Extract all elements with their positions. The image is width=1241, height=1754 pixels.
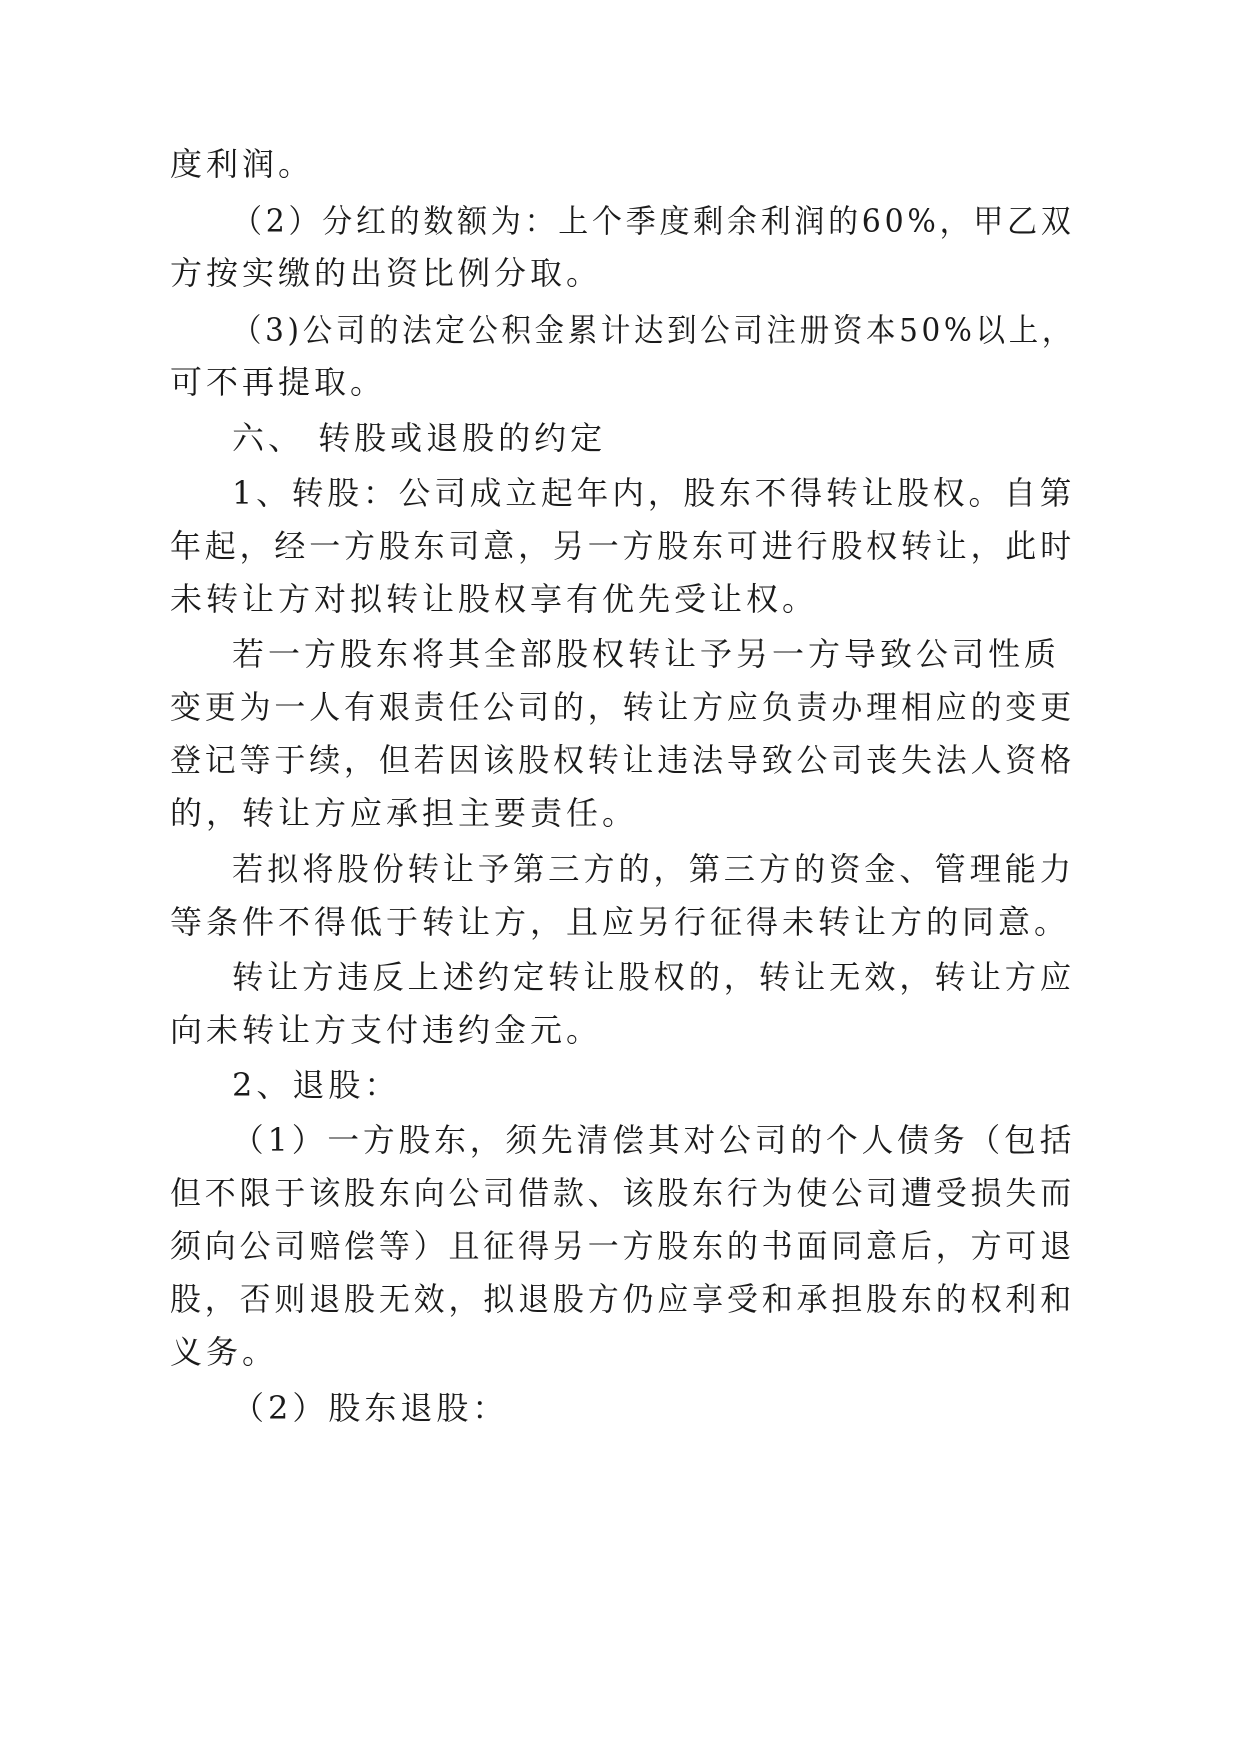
text-line: 义务。 — [170, 1333, 279, 1371]
text-line: 方按实缴的出资比例分取。 — [170, 254, 603, 292]
text-line: 向未转让方支付违约金元。 — [170, 1011, 603, 1049]
text-line: 变更为一人有艰责任公司的，转让方应负责办理相应的变更 — [170, 688, 1076, 726]
text-line: （3)公司的法定公积金累计达到公司注册资本50%以上， — [232, 311, 1075, 349]
text-line: （2）股东退股： — [232, 1389, 509, 1427]
text-line: 年起，经一方股东司意，另一方股东可进行股权转让，此时 — [170, 527, 1076, 565]
text-line: （1）一方股东，须先清偿其对公司的个人债务（包括 — [232, 1121, 1076, 1159]
text-line: 但不限于该股东向公司借款、该股东行为使公司遭受损失而 — [170, 1174, 1076, 1212]
text-line: （2）分红的数额为：上个季度剩余利润的60%，甲乙双 — [232, 202, 1075, 240]
text-line: 1、转股：公司成立起年内，股东不得转让股权。自第 — [232, 474, 1076, 512]
text-line: 2、退股： — [232, 1066, 401, 1104]
text-line: 的，转让方应承担主要责任。 — [170, 794, 639, 832]
text-line: 股，否则退股无效，拟退股方仍应享受和承担股东的权利和 — [170, 1280, 1076, 1318]
text-line: 登记等于续，但若因该股权转让违法导致公司丧失法人资格 — [170, 741, 1076, 779]
text-line: 转让方违反上述约定转让股权的，转让无效，转让方应 — [232, 958, 1076, 996]
text-line: 若一方股东将其全部股权转让予另一方导致公司性质 — [232, 635, 1061, 673]
text-line: 度利润。 — [170, 145, 315, 183]
text-line: 可不再提取。 — [170, 363, 387, 401]
text-line: 若拟将股份转让予第三方的，第三方的资金、管理能力 — [232, 850, 1076, 888]
text-line: 须向公司赔偿等）且征得另一方股东的书面同意后，方可退 — [170, 1227, 1076, 1265]
section-heading: 六、 转股或退股的约定 — [232, 419, 607, 457]
text-line: 未转让方对拟转让股权享有优先受让权。 — [170, 580, 819, 618]
text-line: 等条件不得低于转让方，且应另行征得未转让方的同意。 — [170, 903, 1071, 941]
